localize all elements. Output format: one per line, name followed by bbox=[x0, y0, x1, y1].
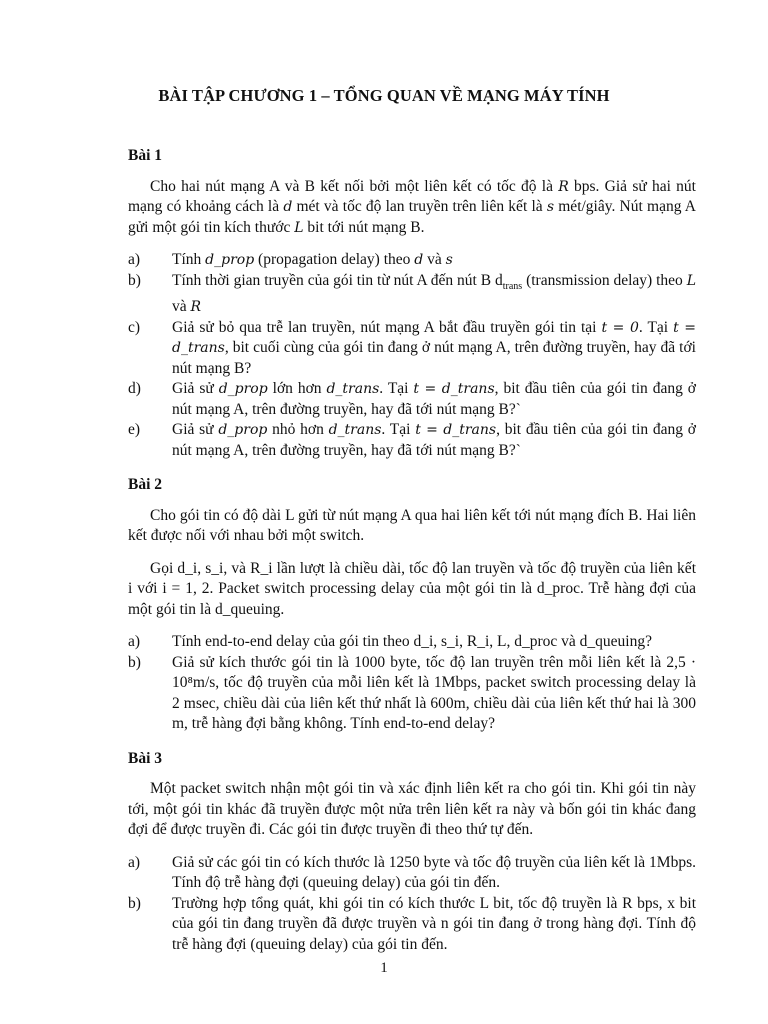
list-item: b) Trường hợp tổng quát, khi gói tin có kích thước L bit, tốc độ truyền là R bps, x bit của gói tin đang truyền đã được truyền và n gói tin đang ở trong hàng đợi. Tính độ trễ hàng đợi (queuing delay) của gói tin đến. bbox=[128, 894, 696, 953]
list-item: a) Tính d_prop (propagation delay) theo d và s bbox=[128, 251, 453, 268]
exercise-2-definitions: Gọi d_i, s_i, và R_i lần lượt là chiều dài, tốc độ lan truyền và tốc độ truyền của liên kết i với i = 1, 2. Packet switch processing delay của một gói tin là d_proc. Trễ hàng đợi của một gói tin là d_queuing. bbox=[128, 559, 696, 618]
list-item: b) Tính thời gian truyền của gói tin từ nút A đến nút B $d_{trans}$ (transmission delay) theo L và R bbox=[128, 271, 696, 316]
list-item: a) Tính end-to-end delay của gói tin theo d_i, s_i, R_i, L, d_proc và d_queuing? bbox=[128, 633, 652, 651]
document-body bbox=[128, 146, 696, 969]
exercise-1-heading: Bài 1 bbox=[128, 147, 163, 164]
exercise-1-intro: Cho hai nút mạng A và B kết nối bởi một liên kết có tốc độ là R bps. Giả sử hai nút mạng có khoảng cách là d mét và tốc độ lan truyền trên liên kết là s mét/giây. Nút mạng A gửi một gói tin kích thước L bit tới nút mạng B. bbox=[128, 177, 696, 236]
list-item: a) Giả sử các gói tin có kích thước là 1250 byte và tốc độ truyền của liên kết là 1Mbps. Tính độ trễ hàng đợi (queuing delay) của gói tin đến. bbox=[128, 853, 696, 892]
exercise-3-heading: Bài 3 bbox=[128, 749, 163, 767]
page-title: BÀI TẬP CHƯƠNG 1 – TỔNG QUAN VỀ MẠNG MÁY TÍNH bbox=[158, 86, 610, 105]
page-number: 1 bbox=[380, 960, 388, 976]
list-item: e) Giả sử d_prop nhỏ hơn d_trans. Tại t = d_trans, bit đầu tiên của gói tin đang ở nút mạng A, trên đường truyền, hay đã tới nút mạng B?` bbox=[128, 421, 697, 459]
list-item: b) Giả sử kích thước gói tin là 1000 byte, tốc độ lan truyền trên mỗi liên kết là 2,5 · 10⁸m/s, tốc độ truyền của mỗi liên kết là 1Mbps, packet switch processing delay là 2 msec, chiều dài của liên kết thứ nhất là 600m, chiều dài của liên kết thứ hai là 300 m, trễ hàng đợi bằng không. Tính end-to-end delay? bbox=[128, 653, 696, 733]
exercise-2-heading: Bài 2 bbox=[128, 476, 163, 494]
exercise-2-questions bbox=[128, 632, 696, 735]
list-item: c) Giả sử bỏ qua trễ lan truyền, nút mạng A bắt đầu truyền gói tin tại t = 0. Tại t = d_trans, bit cuối cùng của gói tin đang ở nút mạng A, trên đường truyền, hay đã tới nút mạng B? bbox=[128, 318, 697, 377]
list-item: d) Giả sử d_prop lớn hơn d_trans. Tại t = d_trans, bit đầu tiên của gói tin đang ở nút mạng A, trên đường truyền, hay đã tới nút mạng B?` bbox=[128, 380, 696, 418]
exercise-2-intro: Cho gói tin có độ dài L gửi từ nút mạng A qua hai liên kết tới nút mạng đích B. Hai liên kết được nối với nhau bởi một switch. bbox=[128, 506, 696, 545]
exercise-1-questions bbox=[128, 250, 696, 461]
exercise-3-questions bbox=[128, 853, 696, 956]
exercise-3-intro: Một packet switch nhận một gói tin và xác định liên kết ra cho gói tin. Khi gói tin này tới, một gói tin khác đã truyền được một nửa trên liên kết ra này và bốn gói tin khác đang đợi để được truyền đi. Các gói tin được truyền đi theo thứ tự đến. bbox=[128, 780, 696, 839]
